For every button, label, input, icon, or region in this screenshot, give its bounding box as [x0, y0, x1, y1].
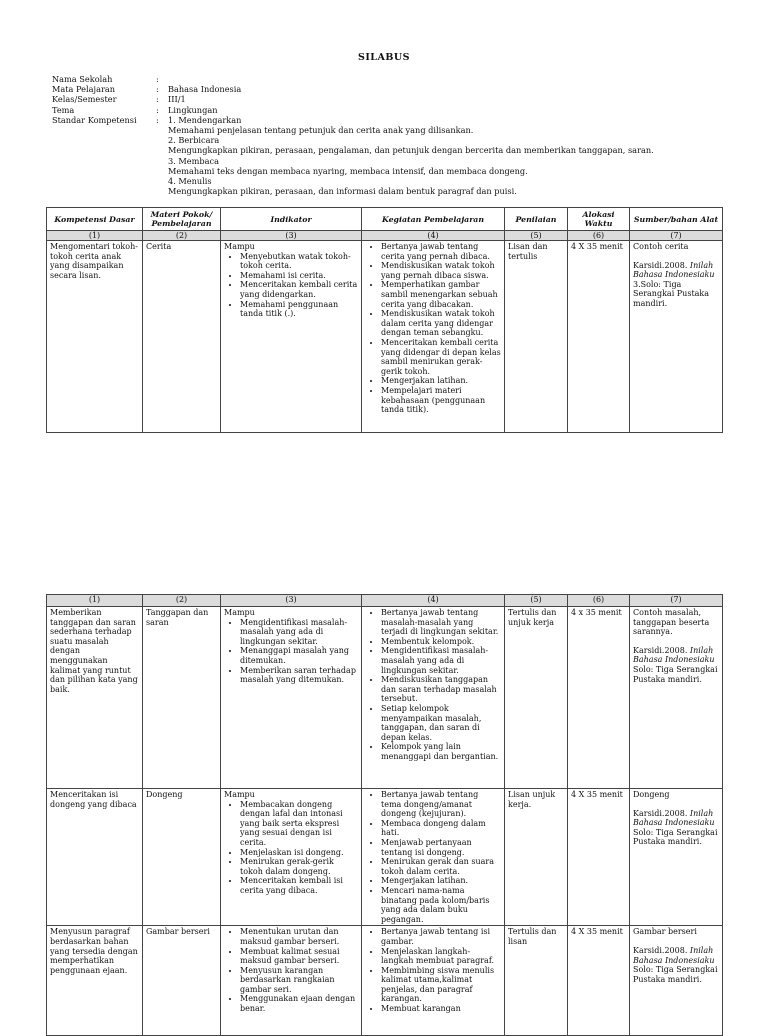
indikator-cell	[221, 926, 362, 1036]
list-item: • Membentuk kelompok.	[381, 637, 501, 647]
list-item: • Menjelaskan langkah-langkah membuat paragraf.	[381, 947, 501, 966]
syllabus-table-1	[46, 207, 723, 433]
penilaian-cell: Tertulis dan unjuk kerja	[505, 607, 568, 789]
identity-value: 1. Mendengarkan	[168, 114, 242, 125]
sumber-primary: Gambar berseri	[633, 927, 697, 937]
col-number: (1)	[47, 231, 143, 241]
col-number: (6)	[568, 231, 630, 241]
sumber-primary: Contoh cerita	[633, 242, 689, 251]
kompetensi-line: 4. Menulis	[168, 176, 212, 187]
penilaian-cell: Lisan unjuk kerja.	[505, 789, 568, 926]
list-item: • Menggunakan ejaan dengan benar.	[240, 994, 358, 1013]
reference-publisher: Solo: Tiga Serangkai Pustaka mandiri.	[633, 664, 718, 684]
list-item: • Menentukan urutan dan maksud gambar berseri.	[240, 927, 358, 946]
list-item: • Menjawab pertanyaan tentang isi dongeng.	[381, 838, 501, 857]
list-item: • Menyebutkan watak tokoh-tokoh cerita.	[240, 252, 358, 271]
col-number: (5)	[505, 231, 568, 241]
identity-value: Bahasa Indonesia	[168, 84, 242, 95]
list-item: • Bertanya jawab tentang masalah-masalah yang terjadi di lingkungan sekitar.	[381, 608, 501, 637]
list-item: • Mengerjakan latihan.	[381, 376, 501, 386]
sumber-reference	[633, 646, 719, 684]
reference-publisher: Solo: Tiga Serangkai Pustaka mandiri.	[633, 965, 718, 984]
kompetensi-line: 2. Berbicara	[168, 135, 220, 146]
sumber-cell	[630, 926, 723, 1036]
col-number: (1)	[47, 595, 143, 607]
kegiatan-list	[365, 927, 501, 1013]
reference-author: Karsidi.2008.	[633, 945, 688, 955]
indikator-list	[224, 252, 358, 319]
alokasi-cell: 4 X 35 menit	[568, 789, 630, 926]
identity-row-subject: Mata Pelajaran : Bahasa Indonesia	[52, 84, 732, 94]
identity-row-class: Kelas/Semester : III/1	[52, 94, 732, 104]
list-item: • Bertanya jawab tentang tema dongeng/amanat dongeng (kejujuran).	[381, 790, 501, 819]
header-kegiatan: Kegiatan Pembelajaran	[362, 208, 505, 231]
list-item: • Memberikan saran terhadap masalah yang ditemukan.	[240, 666, 358, 685]
col-number: (6)	[568, 595, 630, 607]
indikator-intro: Mampu	[224, 242, 255, 251]
kompetensi-cell: Menceritakan isi dongeng yang dibaca	[47, 789, 143, 926]
list-item: • Mencari nama-nama binatang pada kolom/baris yang ada dalam buku pegangan.	[381, 886, 501, 924]
indikator-list	[224, 618, 358, 685]
col-number: (3)	[221, 231, 362, 241]
sumber-reference	[633, 946, 719, 984]
indikator-cell	[221, 789, 362, 926]
kompetensi-line: 3. Membaca	[168, 155, 219, 166]
reference-publisher: Solo: Tiga Serangkai Pustaka mandiri.	[633, 827, 718, 847]
list-item: • Membaca dongeng dalam hati.	[381, 819, 501, 838]
list-item: • Memahami penggunaan tanda titik (.).	[240, 300, 358, 319]
indikator-list	[224, 927, 358, 1013]
list-item: • Mendiskusikan watak tokoh dalam cerita yang didengar dengan teman sebangku.	[381, 309, 501, 338]
column-number-row	[47, 231, 723, 241]
table-row	[47, 789, 723, 926]
sumber-reference	[633, 809, 719, 847]
list-item: • Membacakan dongeng dengan lafal dan intonasi yang baik serta ekspresi yang sesuai dengan isi cerita.	[240, 800, 358, 848]
identity-value: Lingkungan	[168, 104, 218, 115]
identity-row-standard: Standar Kompetensi : 1. Mendengarkan	[52, 115, 732, 125]
sumber-cell	[630, 241, 723, 433]
list-item: • Menjelaskan isi dongeng.	[240, 848, 358, 858]
list-item: • Memperhatikan gambar sambil menengarkan sebuah cerita yang dibacakan.	[381, 280, 501, 309]
header-sumber: Sumber/bahan Alat	[630, 208, 723, 231]
indikator-cell	[221, 241, 362, 433]
alokasi-cell: 4 X 35 menit	[568, 241, 630, 433]
kegiatan-cell	[362, 241, 505, 433]
kegiatan-list	[365, 242, 501, 415]
header-indikator: Indikator	[221, 208, 362, 231]
list-item: • Menyusun karangan berdasarkan rangkaian gambar seri.	[240, 966, 358, 995]
list-item: • Mengidentifikasi masalah-masalah yang ada di lingkungan sekitar.	[381, 646, 501, 675]
list-item: • Setiap kelompok menyampaikan masalah, tanggapan, dan saran di depan kelas.	[381, 704, 501, 742]
reference-title: Inilah Bahasa Indonesiaku	[633, 945, 715, 965]
identity-row-school: Nama Sekolah :	[52, 74, 732, 84]
kompetensi-line: Mengungkapkan pikiran, perasaan, dan informasi dalam bentuk paragraf dan puisi.	[168, 186, 517, 197]
identity-label: Nama Sekolah	[52, 74, 113, 84]
identity-label: Tema	[52, 104, 75, 115]
list-item: • Menceritakan kembali cerita yang didengar di depan kelas sambil menirukan gerak-gerik tokoh.	[381, 338, 501, 376]
identity-label: Kelas/Semester	[52, 94, 117, 105]
identity-row-theme: Tema : Lingkungan	[52, 105, 732, 115]
col-number: (7)	[630, 595, 723, 607]
identity-label: Standar Kompetensi	[52, 114, 137, 125]
table-row	[47, 607, 723, 789]
indikator-intro: Mampu	[224, 790, 255, 799]
identity-label: Mata Pelajaran	[52, 84, 116, 95]
col-number: (3)	[221, 595, 362, 607]
header-materi: Materi Pokok/ Pembelajaran	[143, 208, 221, 231]
col-number: (7)	[630, 231, 723, 241]
header-alokasi: Alokasi Waktu	[568, 208, 630, 231]
list-item: • Bertanya jawab tentang cerita yang pernah dibaca.	[381, 242, 501, 261]
syllabus-table-2	[46, 594, 723, 1036]
list-item: • Mengerjakan latihan.	[381, 876, 501, 886]
identity-value: III/1	[168, 94, 186, 105]
list-item: • Membuat kalimat sesuai maksud gambar berseri.	[240, 947, 358, 966]
col-number: (4)	[362, 231, 505, 241]
table-row	[47, 926, 723, 1036]
table-header-row	[47, 208, 723, 231]
col-number: (2)	[143, 231, 221, 241]
kegiatan-list	[365, 608, 501, 762]
col-number: (5)	[505, 595, 568, 607]
indikator-cell	[221, 607, 362, 789]
identity-block	[52, 74, 732, 196]
indikator-intro: Mampu	[224, 608, 255, 617]
reference-title: Inilah Bahasa Indonesiaku	[633, 808, 715, 828]
kompetensi-line: Memahami teks dengan membaca nyaring, membaca intensif, dan membaca dongeng.	[168, 165, 528, 176]
materi-cell: Dongeng	[143, 789, 221, 926]
materi-cell: Cerita	[143, 241, 221, 433]
materi-cell: Tanggapan dan saran	[143, 607, 221, 789]
alokasi-cell: 4 X 35 menit	[568, 926, 630, 1036]
kegiatan-cell	[362, 926, 505, 1036]
header-penilaian: Penilaian	[505, 208, 568, 231]
kegiatan-cell	[362, 607, 505, 789]
list-item: • Memahami isi cerita.	[240, 271, 358, 281]
column-number-row	[47, 595, 723, 607]
list-item: • Mendiskusikan tanggapan dan saran terhadap masalah tersebut.	[381, 675, 501, 704]
penilaian-cell: Tertulis dan lisan	[505, 926, 568, 1036]
reference-publisher: 3.Solo: Tiga Serangkai Pustaka mandiri.	[633, 279, 710, 308]
kompetensi-line: Memahami penjelasan tentang petunjuk dan cerita anak yang dilisankan.	[168, 125, 474, 136]
list-item: • Menceritakan kembali cerita yang didengarkan.	[240, 280, 358, 299]
reference-author: Karsidi.2008.	[633, 808, 688, 818]
col-number: (4)	[362, 595, 505, 607]
list-item: • Menanggapi masalah yang ditemukan.	[240, 646, 358, 665]
list-item: • Membuat karangan	[381, 1004, 501, 1014]
table-row	[47, 241, 723, 433]
kegiatan-cell	[362, 789, 505, 926]
kompetensi-line: Mengungkapkan pikiran, perasaan, pengalaman, dan petunjuk dengan bercerita dan memberikan tanggapan, saran.	[168, 145, 654, 156]
list-item: • Menirukan gerak-gerik tokoh dalam dongeng.	[240, 857, 358, 876]
identity-value	[168, 74, 732, 84]
materi-cell: Gambar berseri	[143, 926, 221, 1036]
penilaian-cell: Lisan dan tertulis	[505, 241, 568, 433]
sumber-cell	[630, 607, 723, 789]
reference-author: Karsidi.2008.	[633, 260, 688, 270]
reference-title: Inilah Bahasa Indonesiaku	[633, 260, 715, 280]
list-item: • Membimbing siswa menulis kalimat utama,kalimat penjelas, dan paragraf karangan.	[381, 966, 501, 1004]
list-item: • Mempelajari materi kebahasaan (penggunaan tanda titik).	[381, 386, 501, 415]
list-item: • Bertanya jawab tentang isi gambar.	[381, 927, 501, 946]
list-item: • Menirukan gerak dan suara tokoh dalam cerita.	[381, 857, 501, 876]
reference-author: Karsidi.2008.	[633, 645, 688, 655]
kompetensi-cell: Menyusun paragraf berdasarkan bahan yang tersedia dengan memperhatikan penggunaan ejaan.	[47, 926, 143, 1036]
reference-title: Inilah Bahasa Indonesiaku	[633, 645, 715, 665]
list-item: • Menceritakan kembali isi cerita yang dibaca.	[240, 876, 358, 895]
col-number: (2)	[143, 595, 221, 607]
list-item: • Kelompok yang lain menanggapi dan bergantian.	[381, 742, 501, 761]
indikator-list	[224, 800, 358, 896]
kompetensi-cell: Mengomentari tokoh-tokoh cerita anak yang disampaikan secara lisan.	[47, 241, 143, 433]
list-item: • Mengidentifikasi masalah-masalah yang ada di lingkungan sekitar.	[240, 618, 358, 647]
sumber-cell	[630, 789, 723, 926]
kegiatan-list	[365, 790, 501, 924]
header-kompetensi: Kompetensi Dasar	[47, 208, 143, 231]
sumber-reference	[633, 261, 719, 309]
kompetensi-cell: Memberikan tanggapan dan saran sederhana terhadap suatu masalah dengan menggunakan kalimat yang runtut dan pilihan kata yang baik.	[47, 607, 143, 789]
sumber-primary: Dongeng	[633, 790, 670, 799]
sumber-primary: Contoh masalah, tanggapan beserta sarannya.	[633, 608, 710, 637]
document-title: SILABUS	[357, 52, 411, 63]
alokasi-cell: 4 x 35 menit	[568, 607, 630, 789]
list-item: • Mendiskusikan watak tokoh yang pernah dibaca siswa.	[381, 261, 501, 280]
